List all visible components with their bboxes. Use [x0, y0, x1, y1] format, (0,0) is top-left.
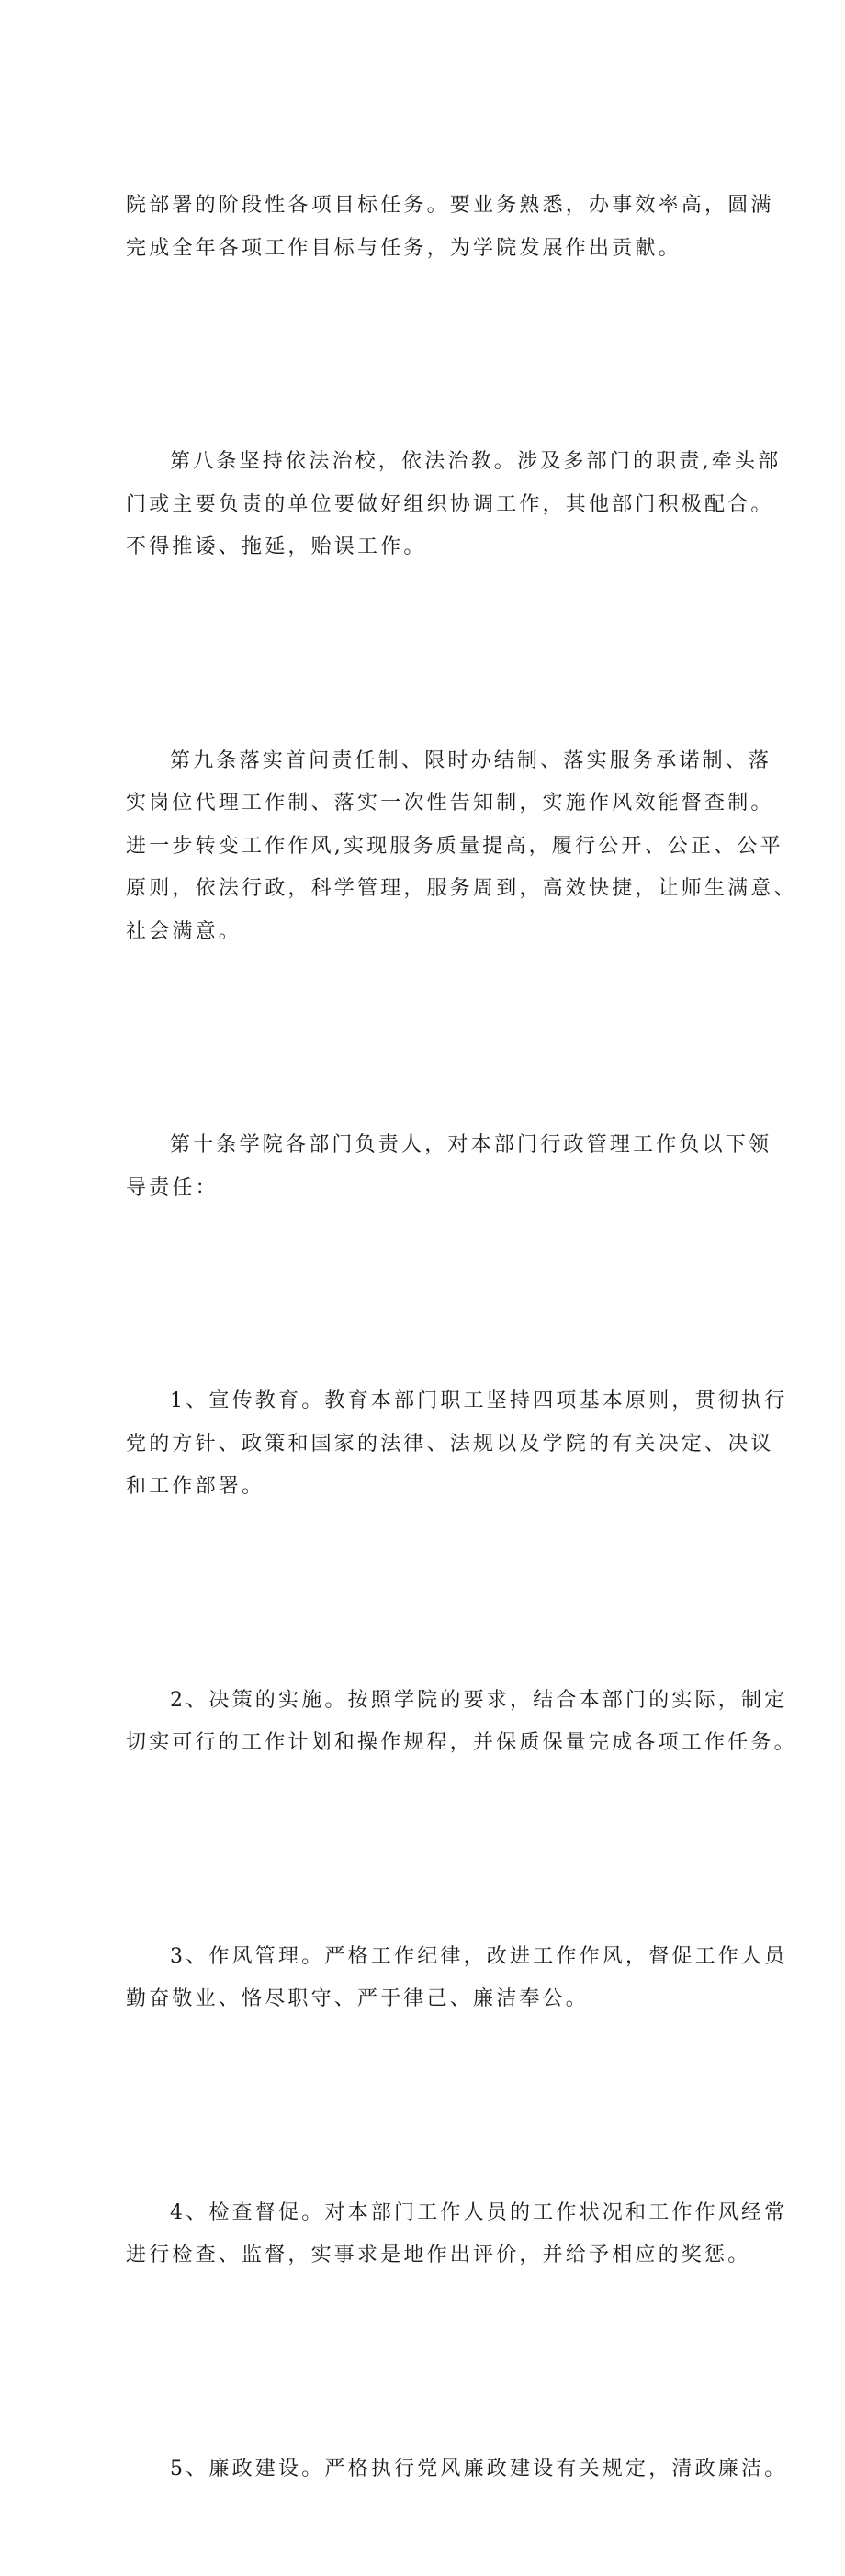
text-line: 第八条坚持依法治校，依法治教。涉及多部门的职责,牵头部 [126, 441, 732, 484]
text-line: 第十条学院各部门负责人，对本部门行政管理工作负以下领 [126, 1124, 732, 1167]
document-body [126, 99, 732, 2576]
text-line: 4、检查督促。对本部门工作人员的工作状况和工作作风经常 [126, 2192, 732, 2235]
paragraph-item-2 [126, 1594, 732, 1850]
text-line: 3、作风管理。严格工作纪律，改进工作作风，督促工作人员 [126, 1936, 732, 1979]
text-line: 2、决策的实施。按照学院的要求，结合本部门的实际，制定 [126, 1680, 732, 1723]
text-line: 导责任： [126, 1167, 732, 1210]
paragraph-article-8 [126, 355, 732, 655]
text-line: 原则，依法行政，科学管理，服务周到，高效快捷，让师生满意、 [126, 868, 732, 911]
text-line: 实岗位代理工作制、落实一次性告知制，实施作风效能督查制。 [126, 782, 732, 826]
text-line: 完成全年各项工作目标与任务，为学院发展作出贡献。 [126, 228, 732, 271]
text-line: 不得推诿、拖延，贻误工作。 [126, 526, 732, 569]
text-line: 切实可行的工作计划和操作规程，并保质保量完成各项工作任务。 [126, 1722, 732, 1765]
document-page [0, 0, 845, 1195]
text-line: 院部署的阶段性各项目标任务。要业务熟悉，办事效率高，圆满 [126, 185, 732, 228]
paragraph-item-4 [126, 2107, 732, 2363]
text-line: 社会满意。 [126, 911, 732, 954]
text-line: 进行检查、监督，实事求是地作出评价，并给予相应的奖惩。 [126, 2234, 732, 2278]
text-line: 门或主要负责的单位要做好组织协调工作，其他部门积极配合。 [126, 484, 732, 527]
text-line: 和工作部署。 [126, 1466, 732, 1509]
paragraph-item-3 [126, 1850, 732, 2107]
paragraph-article-10 [126, 1039, 732, 1295]
text-line: 党的方针、政策和国家的法律、法规以及学院的有关决定、决议 [126, 1423, 732, 1467]
text-line: 第九条落实首问责任制、限时办结制、落实服务承诺制、落 [126, 740, 732, 783]
text-line: 勤奋敬业、恪尽职守、严于律己、廉洁奉公。 [126, 1978, 732, 2021]
paragraph-item-5 [126, 2363, 732, 2576]
text-line: 进一步转变工作作风,实现服务质量提高，履行公开、公正、公平 [126, 826, 732, 869]
paragraph-article-9 [126, 655, 732, 1040]
text-line: 1、宣传教育。教育本部门职工坚持四项基本原则，贯彻执行 [126, 1380, 732, 1423]
paragraph-item-1 [126, 1295, 732, 1594]
text-line: 5、廉政建设。严格执行党风廉政建设有关规定，清政廉洁。 [126, 2448, 732, 2492]
paragraph-continuation [126, 99, 732, 355]
